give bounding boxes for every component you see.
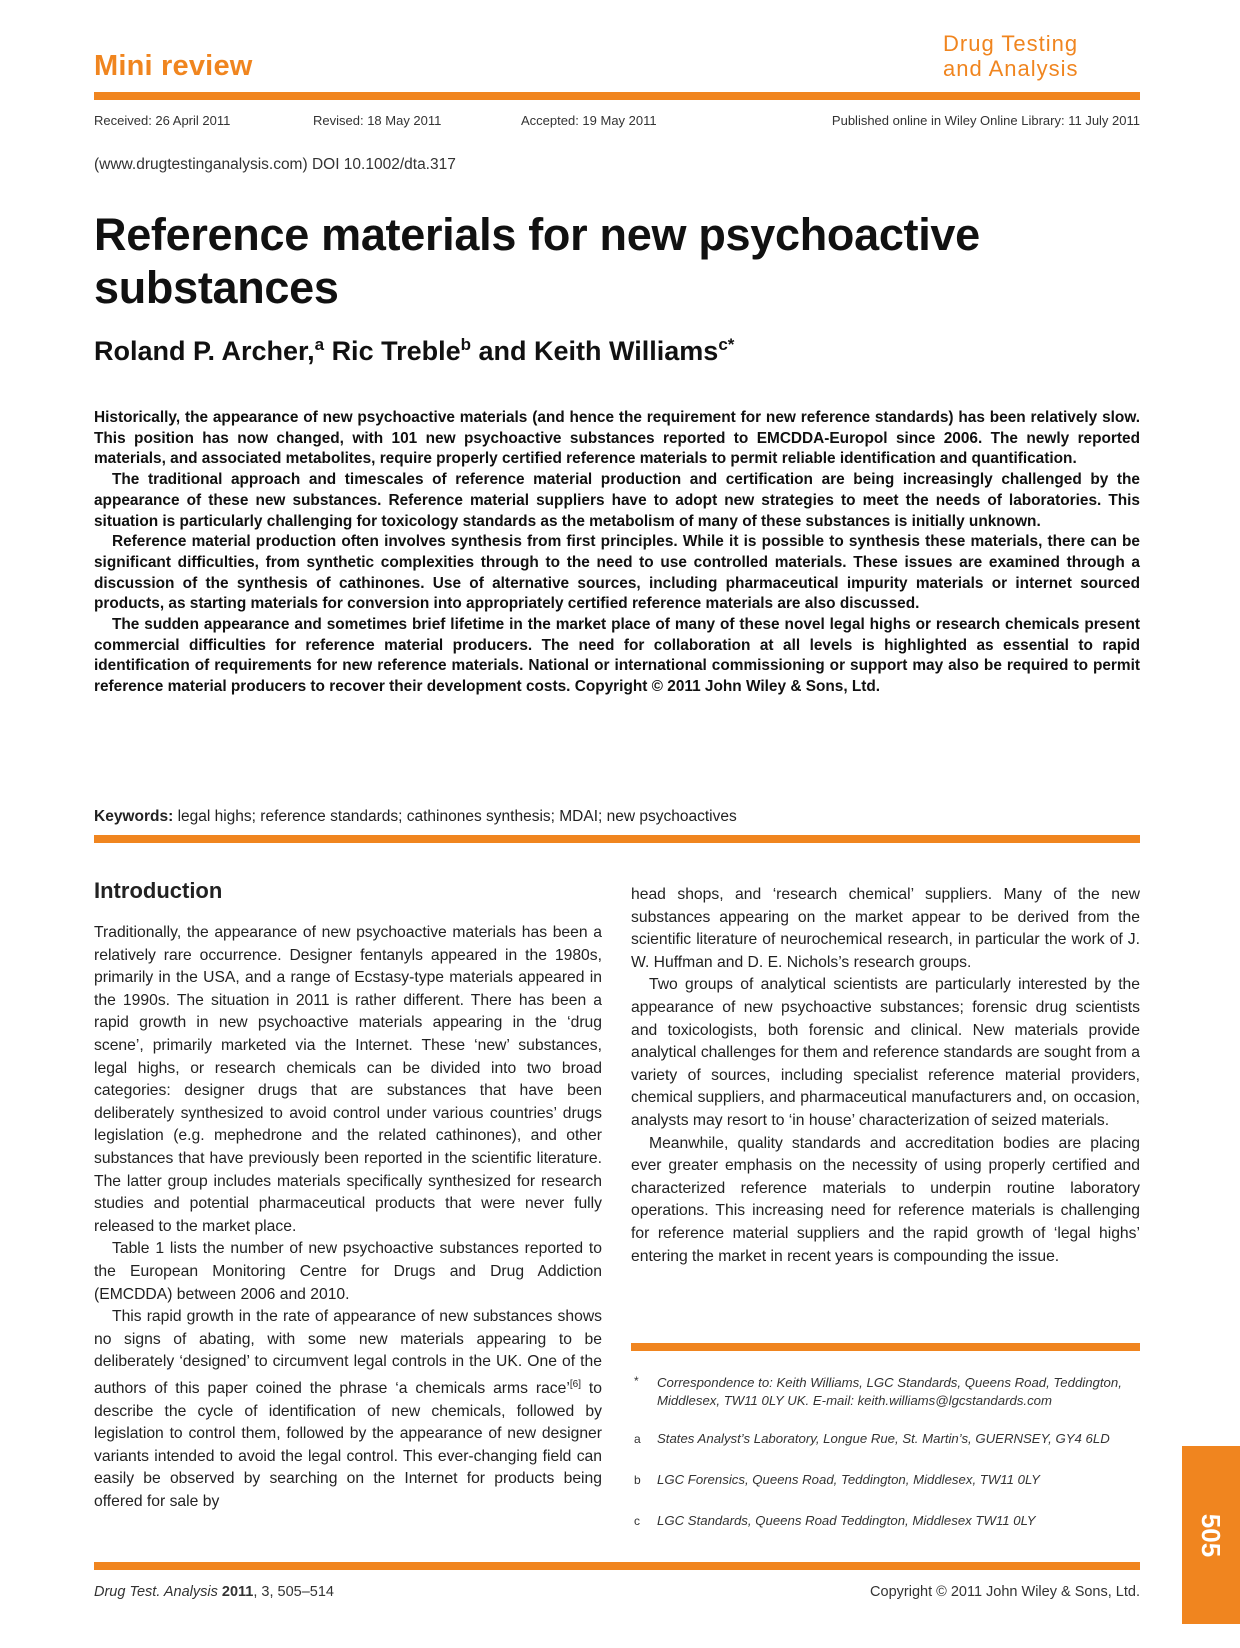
keywords-list: legal highs; reference standards; cathinones synthesis; MDAI; new psychoactives bbox=[177, 808, 737, 825]
section-label: Mini review bbox=[94, 50, 253, 82]
page-number-tab bbox=[1182, 1446, 1240, 1624]
abstract-rule bbox=[94, 835, 1140, 843]
footnote-text: States Analyst’s Laboratory, Longue Rue, St. Martin’s, GUERNSEY, GY4 6LD bbox=[657, 1431, 1110, 1446]
paragraph-text: This rapid growth in the rate of appearance of new substances shows no signs of abating, with some new materials appearing to be deliberately ‘designed’ to circumvent legal controls in the UK. One of the authors of this paper coined the phrase ‘a chemicals arms race’ bbox=[94, 1308, 602, 1398]
body-column-right bbox=[631, 884, 1140, 1268]
abstract-paragraph: Reference material production often involves synthesis from first principles. While it is possible to synthesis these materials, there can be significant difficulties, from synthetic complexities through to the need to use controlled materials. These issues are examined through a discussion of the synthesis of cathinones. Use of alternative sources, including pharmaceutical impurity materials or internet sourced products, as starting materials for conversion into appropriately certified reference materials are also discussed. bbox=[94, 533, 1140, 613]
footnote-text: LGC Forensics, Queens Road, Teddington, Middlesex, TW11 0LY bbox=[657, 1472, 1040, 1487]
author-affiliation-mark: a bbox=[314, 335, 325, 354]
footnote-affiliation bbox=[631, 1512, 1140, 1530]
body-paragraph: Two groups of analytical scientists are particularly interested by the appearance of new psychoactive substances; forensic drug scientists and toxicologists, both forensic and clinical. New materials provide analytical challenges for them and reference standards are sought from a variety of sources, including specialist reference material providers, chemical suppliers, and pharmaceutical manufacturers and, on occasion, analysts may resort to ‘in house’ characterization of seized materials. bbox=[631, 976, 1140, 1129]
keywords-label: Keywords: bbox=[94, 808, 174, 825]
volume-pages: , 3, 505–514 bbox=[253, 1584, 334, 1600]
journal-logo bbox=[938, 31, 1138, 81]
footnote-text: Correspondence to: Keith Williams, LGC Standards, Queens Road, Teddington, Middlesex, TW11 0LY UK. E-mail: keith.williams@lgcstandards.com bbox=[657, 1375, 1122, 1408]
doi[interactable]: (www.drugtestinganalysis.com) DOI 10.1002/dta.317 bbox=[94, 156, 456, 173]
paragraph-text: to describe the cycle of identification of new chemicals, followed by legislation to control them, followed by the appearance of new designer variants intended to avoid the legal control. This ever-changing field can easily be observed by searching on the Internet for products being offered for sale by bbox=[94, 1380, 602, 1511]
footnote-affiliation bbox=[631, 1471, 1140, 1512]
header-rule bbox=[94, 92, 1140, 100]
journal-logo-line2: and Analysis bbox=[943, 56, 1079, 81]
abstract-paragraph: The traditional approach and timescales of reference material production and certification are being increasingly challenged by the appearance of these new substances. Reference material suppliers have to adopt new strategies to meet the needs of laboratories. This situation is particularly challenging for toxicology standards as the metabolism of many of these substances is initially unknown. bbox=[94, 471, 1140, 530]
body-paragraph: Traditionally, the appearance of new psychoactive materials has been a relatively rare occurrence. Designer fentanyls appeared in the 1980s, primarily in the USA, and a range of Ecstasy-type materials appeared in the 1990s. The situation in 2011 is rather different. There has been a rapid growth in new psychoactive materials appearing in the ‘drug scene’, primarily marketed via the Internet. These ‘new’ substances, legal highs, or research chemicals can be divided into two broad categories: designer drugs that are substances that have been deliberately synthesized to avoid control under various countries’ drugs legislation (e.g. mephedrone and the related cathinones), and other substances that have previously been reported in the scientific literature. The latter group includes materials specifically synthesized for research studies and potential pharmaceutical products that were never fully released to the market place. bbox=[94, 924, 602, 1235]
journal-abbrev: Drug Test. Analysis bbox=[94, 1584, 218, 1600]
abstract bbox=[94, 408, 1140, 698]
author-affiliation-mark: c* bbox=[718, 335, 735, 354]
body-column-left bbox=[94, 922, 602, 1514]
author-list bbox=[94, 335, 734, 367]
footer-copyright: Copyright © 2011 John Wiley & Sons, Ltd. bbox=[870, 1584, 1140, 1600]
body-paragraph bbox=[94, 1306, 602, 1514]
author-affiliation-mark: b bbox=[460, 335, 472, 354]
page-number: 505 bbox=[1196, 1513, 1227, 1557]
section-heading-introduction: Introduction bbox=[94, 878, 223, 903]
author-name: Roland P. Archer, bbox=[94, 336, 315, 366]
received-date: Received: 26 April 2011 bbox=[94, 113, 231, 128]
keywords bbox=[94, 808, 737, 826]
footnotes bbox=[631, 1374, 1140, 1530]
accepted-date: Accepted: 19 May 2011 bbox=[521, 113, 657, 128]
footnote-text: LGC Standards, Queens Road Teddington, Middlesex TW11 0LY bbox=[657, 1513, 1036, 1528]
published-date: Published online in Wiley Online Library: 11 July 2011 bbox=[831, 113, 1140, 128]
footnote-mark: b bbox=[634, 1473, 641, 1487]
body-paragraph: head shops, and ‘research chemical’ suppliers. Many of the new substances appearing on the market appear to be derived from the scientific literature of neurochemical research, in particular the work of J. W. Huffman and D. E. Nichols’s research groups. bbox=[631, 886, 1140, 971]
citation-link[interactable]: [6] bbox=[569, 1378, 581, 1390]
author-name: and Keith Williams bbox=[478, 336, 719, 366]
abstract-paragraph: The sudden appearance and sometimes brief lifetime in the market place of many of these novel legal highs or research chemicals present commercial difficulties for reference material producers. The need for collaboration at all levels is highlighted as essential to rapid identification of requirements for new reference materials. National or international commissioning or support may also be required to permit reference material producers to recover their development costs. Copyright © 2011 John Wiley & Sons, Ltd. bbox=[94, 616, 1140, 696]
author-name: Ric Treble bbox=[331, 336, 461, 366]
footnote-mark: a bbox=[634, 1432, 641, 1446]
article-title: Reference materials for new psychoactive substances bbox=[94, 209, 980, 313]
footnote-correspondence bbox=[631, 1374, 1140, 1430]
footnote-mark: c bbox=[634, 1514, 640, 1528]
citation-year: 2011 bbox=[221, 1584, 254, 1600]
revised-date: Revised: 18 May 2011 bbox=[313, 113, 442, 128]
body-paragraph: Meanwhile, quality standards and accreditation bodies are placing ever greater emphasis on the necessity of using properly certified and characterized reference materials to underpin routine laboratory operations. This increasing need for reference materials is challenging for reference material suppliers and the rapid growth of ‘legal highs’ entering the market in recent years is compounding the issue. bbox=[631, 1134, 1140, 1265]
footnote-mark: * bbox=[634, 1374, 639, 1388]
journal-logo-line1: Drug Testing bbox=[943, 31, 1079, 56]
journal-citation bbox=[94, 1584, 334, 1600]
body-paragraph: Table 1 lists the number of new psychoactive substances reported to the European Monitoring Centre for Drugs and Drug Addiction (EMCDDA) between 2006 and 2010. bbox=[94, 1240, 602, 1303]
footer-rule bbox=[94, 1562, 1140, 1570]
footnote-affiliation bbox=[631, 1430, 1140, 1471]
abstract-paragraph: Historically, the appearance of new psychoactive materials (and hence the requirement for new reference standards) has been relatively slow. This position has now changed, with 101 new psychoactive substances reported to EMCDDA-Europol since 2006. The newly reported materials, and associated metabolites, require properly certified reference materials to permit reliable identification and quantification. bbox=[94, 409, 1140, 468]
footnote-rule bbox=[631, 1343, 1140, 1351]
